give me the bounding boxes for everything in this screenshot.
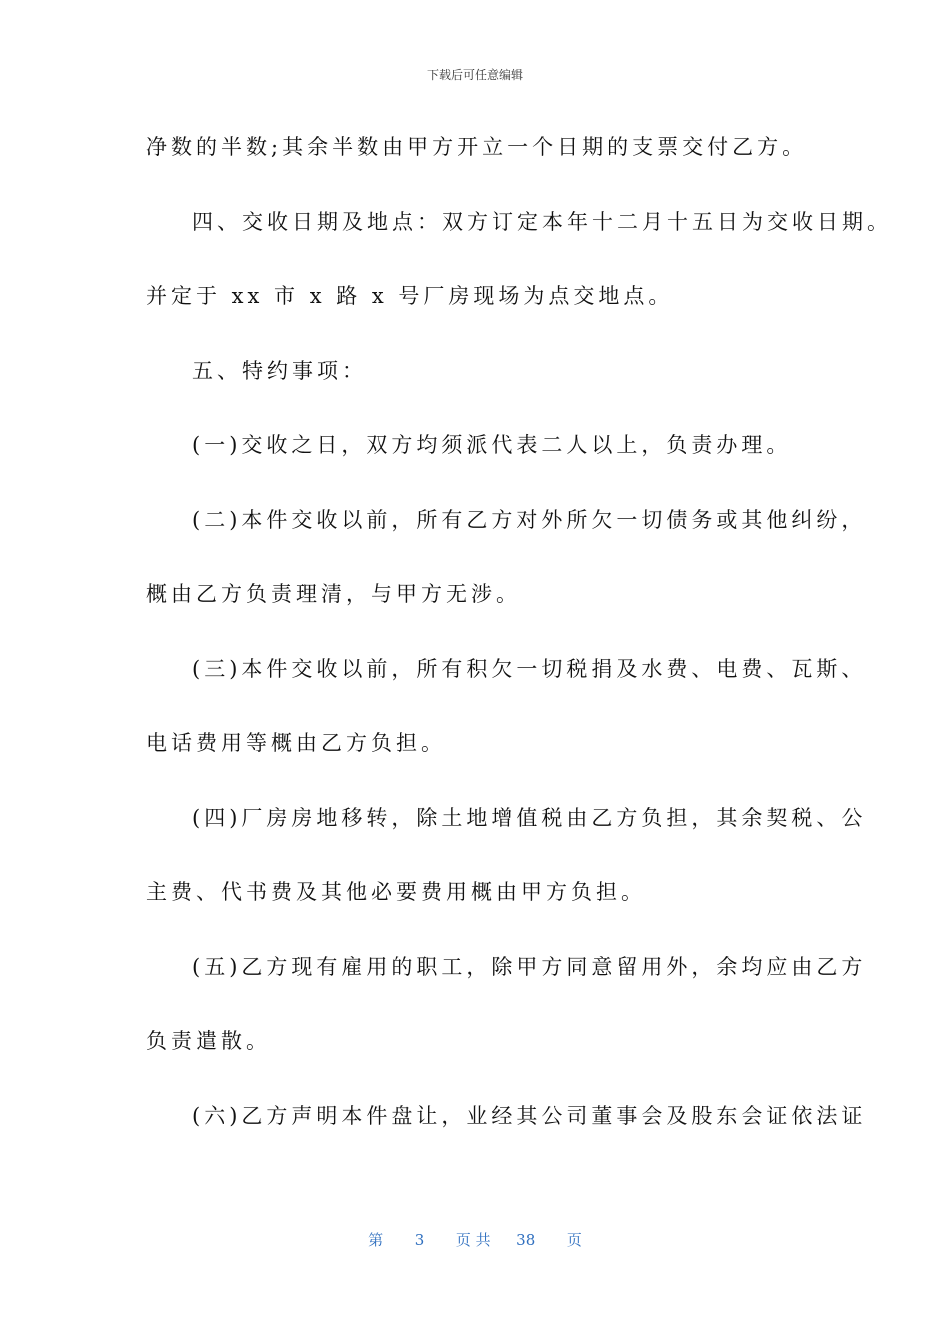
paragraph-line: 主费、代书费及其他必要费用概由甲方负担。 <box>146 880 646 904</box>
paragraph-line: (二)本件交收以前，所有乙方对外所欠一切债务或其他纠纷， <box>192 507 867 532</box>
paragraph-line: (六)乙方声明本件盘让，业经其公司董事会及股东会证依法证 <box>192 1103 867 1128</box>
paragraph-line: (四)厂房房地移转，除土地增值税由乙方负担，其余契税、公 <box>192 805 867 830</box>
paragraph-line: 负责遣散。 <box>146 1029 271 1053</box>
footer-label-end: 页 <box>566 1231 582 1249</box>
paragraph-line: 概由乙方负责理清，与甲方无涉。 <box>146 582 521 606</box>
footer-page-number: 3 <box>414 1231 425 1249</box>
document-body <box>146 131 892 1174</box>
footer-label-of: 页 共 <box>455 1231 491 1249</box>
paragraph-line: (五)乙方现有雇用的职工，除甲方同意留用外，余均应由乙方 <box>192 954 867 979</box>
paragraph-line: (一)交收之日，双方均须派代表二人以上，负责办理。 <box>192 433 792 457</box>
paragraph-line: 四、交收日期及地点：双方订定本年十二月十五日为交收日期。 <box>192 209 892 234</box>
paragraph-line: 并定于 xx 市 x 路 x 号厂房现场为点交地点。 <box>146 284 674 308</box>
footer-label-page: 第 <box>368 1231 384 1249</box>
paragraph-line: (三)本件交收以前，所有积欠一切税捐及水费、电费、瓦斯、 <box>192 656 867 681</box>
paragraph-line: 电话费用等概由乙方负担。 <box>146 731 446 755</box>
footer-total-pages: 38 <box>516 1231 536 1249</box>
page-header: 下载后可任意编辑 <box>426 68 523 82</box>
paragraph-line: 净数的半数;其余半数由甲方开立一个日期的支票交付乙方。 <box>146 135 808 159</box>
page-footer <box>0 1229 950 1250</box>
paragraph-line: 五、特约事项： <box>192 358 367 383</box>
